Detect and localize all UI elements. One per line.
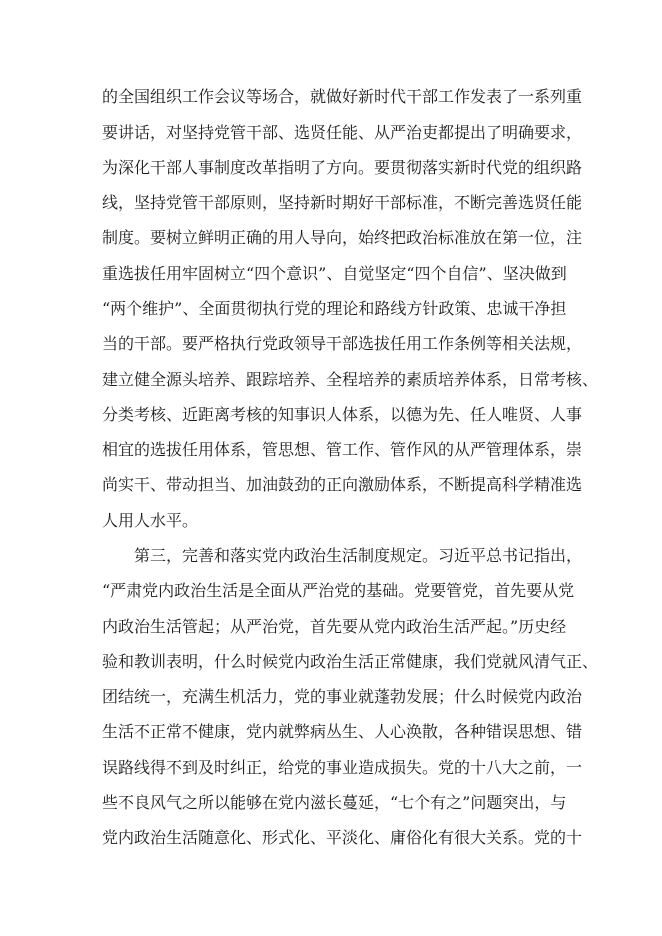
paragraph-1-line: 为深化干部人事制度改革指明了方向。要贯彻落实新时代党的组织路 <box>102 158 583 177</box>
paragraph-1-line: 线，坚持党管干部原则，坚持新时期好干部标准，不断完善选贤任能 <box>102 193 583 212</box>
paragraph-1-line: 分类考核、近距离考核的知事识人体系，以德为先、任人唯贤、人事 <box>102 405 583 424</box>
paragraph-1-line: 当的干部。要严格执行党政领导干部选拔任用工作条例等相关法规， <box>102 334 583 353</box>
paragraph-2-line: 团结统一，充满生机活力，党的事业就蓬勃发展；什么时候党内政治 <box>102 687 583 706</box>
paragraph-2-line: 些不良风气之所以能够在党内滋长蔓延，“七个有之”问题突出，与 <box>102 793 567 812</box>
paragraph-2-line: “严肃党内政治生活是全面从严治党的基础。党要管党，首先要从党 <box>102 581 575 600</box>
paragraph-1-line: 要讲话，对坚持党管干部、选贤任能、从严治吏都提出了明确要求， <box>102 123 583 142</box>
paragraph-2-line: 生活不正常不健康，党内就弊病丛生、人心涣散，各种错误思想、错 <box>102 722 583 741</box>
paragraph-2-line: 内政治生活管起；从严治党，首先要从党内政治生活严起。”历史经 <box>102 617 567 636</box>
paragraph-1-line: 尚实干、带动担当、加油鼓劲的正向激励体系，不断提高科学精准选 <box>102 475 583 494</box>
paragraph-2-line: 党内政治生活随意化、形式化、平淡化、庸俗化有很大关系。党的十 <box>102 828 583 847</box>
paragraph-1-line: 建立健全源头培养、跟踪培养、全程培养的素质培养体系，日常考核、 <box>102 370 599 389</box>
paragraph-1-line: 重选拔任用牢固树立“四个意识”、自觉坚定“四个自信”、坚决做到 <box>102 264 567 283</box>
paragraph-1-line: 相宜的选拔任用体系，管思想、管工作、管作风的从严管理体系，崇 <box>102 440 583 459</box>
paragraph-1-line: 制度。要树立鲜明正确的用人导向，始终把政治标准放在第一位，注 <box>102 228 583 247</box>
paragraph-1-line: 人用人水平。 <box>102 511 199 530</box>
paragraph-2-line: 验和教训表明，什么时候党内政治生活正常健康，我们党就风清气正、 <box>102 652 599 671</box>
paragraph-1-line: “两个维护”、全面贯彻执行党的理论和路线方针政策、忠诚干净担 <box>102 299 567 318</box>
paragraph-2-line: 第三，完善和落实党内政治生活制度规定。习近平总书记指出， <box>134 546 583 565</box>
paragraph-2-line: 误路线得不到及时纠正，给党的事业造成损失。党的十八大之前，一 <box>102 758 583 777</box>
paragraph-1-line: 的全国组织工作会议等场合，就做好新时代干部工作发表了一系列重 <box>102 87 583 106</box>
